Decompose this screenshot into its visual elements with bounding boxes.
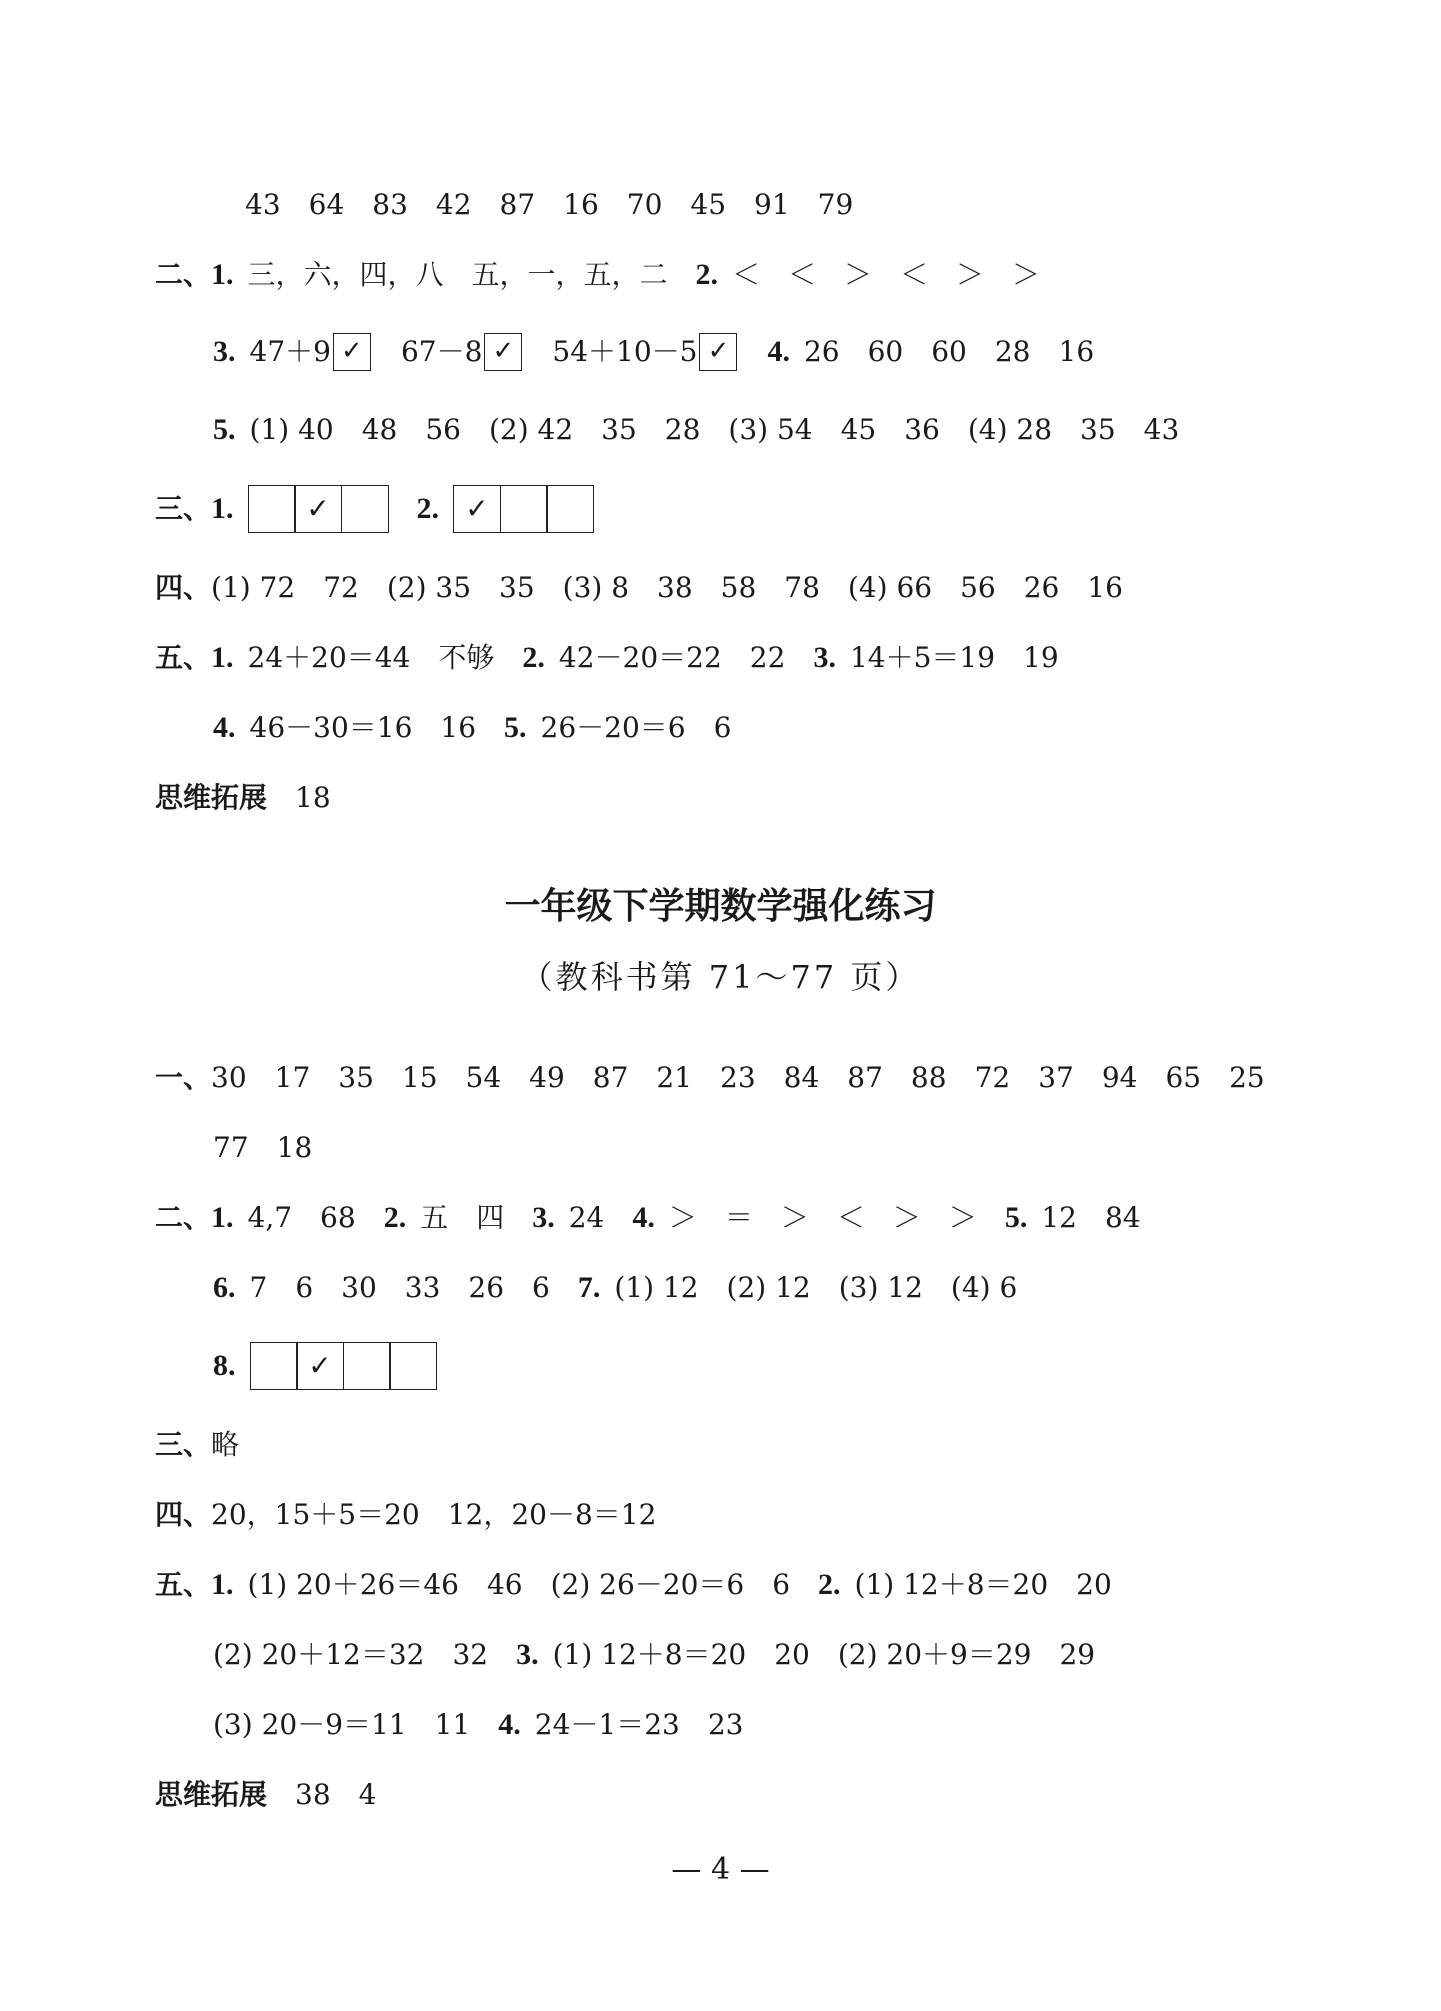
answer-text: ＞ ＝ ＞ ＜ ＞ ＞ xyxy=(668,1201,977,1234)
choice-cell: ✓ xyxy=(296,1342,344,1390)
question-number: 8. xyxy=(213,1349,236,1382)
answer-line xyxy=(213,1635,1095,1675)
answer-text: 18 xyxy=(295,781,331,814)
answer-text: 14＋5＝19 19 xyxy=(849,641,1059,674)
section-subtitle: （教科书第 71～77 页） xyxy=(520,958,921,996)
question-number: 2. xyxy=(818,1568,841,1601)
section-label: 五、 xyxy=(155,641,212,674)
answer-text: (1) 40 48 56 (2) 42 35 28 (3) 54 45 36 (4) 28 35 43 xyxy=(249,413,1180,446)
section-2 xyxy=(155,255,1040,295)
answer-text: 24 xyxy=(568,1201,605,1234)
answer-text: 26 60 60 28 16 xyxy=(803,335,1095,368)
answer-text: 略 xyxy=(211,1428,240,1461)
choice-cell xyxy=(343,1342,391,1390)
answer-text: 30 17 35 15 54 49 87 21 23 84 87 88 72 37 94 65 25 xyxy=(211,1061,1265,1094)
answer-text: ＜ ＜ ＞ ＜ ＞ ＞ xyxy=(732,258,1041,291)
answer-text: 24－1＝23 23 xyxy=(534,1708,744,1741)
answer-text: (1) 12 (2) 12 (3) 12 (4) 6 xyxy=(614,1271,1018,1304)
section-label: 二、 xyxy=(155,1201,212,1234)
answer-text: 7 6 30 33 26 6 xyxy=(249,1271,550,1304)
answer-text: 12 84 xyxy=(1041,1201,1141,1234)
question-number: 5. xyxy=(504,711,527,744)
question-number: 2. xyxy=(383,1201,407,1234)
answer-text: 五 四 xyxy=(420,1201,505,1234)
answer-text: 4,7 68 xyxy=(247,1201,356,1234)
answer-line xyxy=(213,1705,743,1745)
choice-cell xyxy=(546,485,594,533)
question-number: 1. xyxy=(211,1568,234,1601)
question-number: 2. xyxy=(695,258,719,291)
question-number: 3. xyxy=(813,641,836,674)
answer-text: (3) 20－9＝11 11 xyxy=(213,1708,471,1741)
answer-text: 67－8 xyxy=(400,335,483,368)
question-number: 2. xyxy=(522,641,545,674)
check-box: ✓ xyxy=(699,333,737,371)
answer-text: 77 18 xyxy=(213,1131,313,1164)
choice-cell xyxy=(248,485,296,533)
question-number: 4. xyxy=(767,335,790,368)
choice-cell xyxy=(250,1342,298,1390)
answer-text: 43 64 83 42 87 16 70 45 91 79 xyxy=(245,188,854,221)
answer-line xyxy=(213,410,1179,450)
answer-line xyxy=(213,1342,437,1390)
question-number: 1. xyxy=(211,641,234,674)
answer-text: 24＋20＝44 不够 xyxy=(247,641,495,674)
answer-text: 47＋9 xyxy=(249,335,331,368)
page-number: — 4 — xyxy=(671,1852,770,1887)
question-number: 4. xyxy=(632,1201,655,1234)
section-title: 一年级下学期数学强化练习 xyxy=(504,886,937,927)
answer-text: 26－20＝6 6 xyxy=(540,711,732,744)
check-box: ✓ xyxy=(484,333,522,371)
choice-box-row xyxy=(453,485,594,533)
choice-cell: ✓ xyxy=(294,485,342,533)
question-number: 3. xyxy=(516,1638,539,1671)
question-number: 1. xyxy=(211,1201,234,1234)
answer-text: 38 4 xyxy=(295,1778,377,1811)
question-number: 5. xyxy=(1004,1201,1028,1234)
answer-text: 54＋10－5 xyxy=(552,335,698,368)
answer-line xyxy=(213,708,731,748)
section-4 xyxy=(155,568,1123,608)
section-label: 三、 xyxy=(155,1428,212,1461)
thinking-extension xyxy=(155,778,331,818)
answer-line xyxy=(213,332,1094,372)
question-number: 6. xyxy=(213,1271,236,1304)
section-3 xyxy=(155,1425,239,1465)
answer-text: (1) 72 72 (2) 35 35 (3) 8 38 58 78 (4) 66 56 26 16 xyxy=(211,571,1123,604)
section-label: 一、 xyxy=(155,1061,212,1094)
answer-text: 三，六，四，八 五，一，五，二 xyxy=(247,258,668,291)
choice-cell: ✓ xyxy=(453,485,501,533)
answer-text: (1) 12＋8＝20 20 xyxy=(854,1568,1112,1601)
section-label: 思维拓展 xyxy=(155,1778,268,1811)
question-number: 1. xyxy=(211,258,234,291)
choice-box-row xyxy=(248,485,389,533)
check-box: ✓ xyxy=(333,333,371,371)
answer-line xyxy=(213,1268,1017,1308)
section-5 xyxy=(155,638,1059,678)
section-label: 四、 xyxy=(155,571,212,604)
answer-text: 20，15＋5＝20 12，20－8＝12 xyxy=(211,1498,657,1531)
section-5 xyxy=(155,1565,1112,1605)
answer-text: (1) 20＋26＝46 46 (2) 26－20＝6 6 xyxy=(247,1568,791,1601)
choice-box-row xyxy=(250,1342,438,1390)
choice-cell xyxy=(389,1342,437,1390)
section-label: 二、 xyxy=(155,258,212,291)
section-label: 三、 xyxy=(155,492,212,525)
section-3 xyxy=(155,485,594,533)
answer-text: 42－20＝22 22 xyxy=(558,641,786,674)
section-label: 思维拓展 xyxy=(155,781,268,814)
answer-text: 46－30＝16 16 xyxy=(249,711,477,744)
question-number: 4. xyxy=(498,1708,521,1741)
section-label: 五、 xyxy=(155,1568,212,1601)
choice-cell xyxy=(341,485,389,533)
thinking-extension xyxy=(155,1775,376,1815)
question-number: 2. xyxy=(416,492,440,525)
question-number: 4. xyxy=(213,711,236,744)
question-number: 7. xyxy=(577,1271,601,1304)
answer-line xyxy=(213,1128,312,1168)
section-2 xyxy=(155,1198,1141,1238)
question-number: 3. xyxy=(532,1201,555,1234)
question-number: 1. xyxy=(211,492,234,525)
choice-cell xyxy=(500,485,548,533)
section-4 xyxy=(155,1495,656,1535)
section-label: 四、 xyxy=(155,1498,212,1531)
section-1 xyxy=(155,1058,1265,1098)
question-number: 5. xyxy=(213,413,236,446)
answer-text: (2) 20＋12＝32 32 xyxy=(213,1638,489,1671)
answer-text: (1) 12＋8＝20 20 (2) 20＋9＝29 29 xyxy=(552,1638,1096,1671)
question-number: 3. xyxy=(213,335,236,368)
answer-line xyxy=(245,185,853,225)
